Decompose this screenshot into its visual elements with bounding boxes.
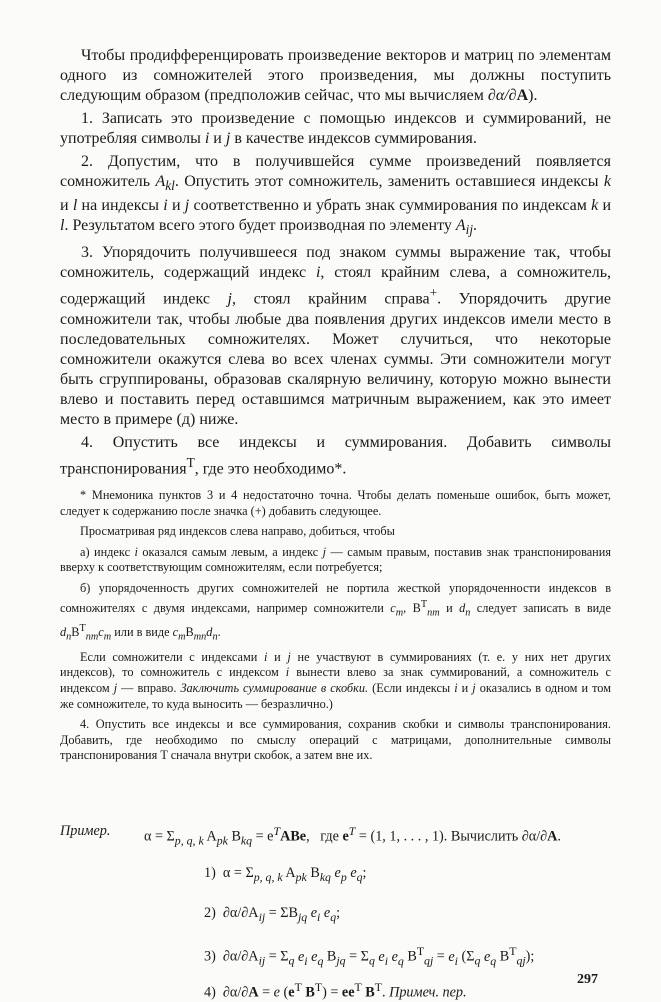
- footnote-p3: а) индекс i оказался самым левым, а индекс j — самым правым, поставив знак транспонирования вверху к соответствующим сомножителям, если потребуется;: [60, 544, 611, 575]
- footnote-p6: 4. Опустить все индексы и все суммирования, сохранив скобки и символы транспонирования. Добавить, где необходимо по смыслу операций с матрицами, дополнительные символы транспонирования T сначала внутри скобок, а затем вне их.: [60, 717, 611, 763]
- footnote-p5: Если сомножители с индексами i и j не участвуют в суммированиях (т. е. у них нет других индексов), то сомножитель с индексом i вынести влево за знак суммирований, а сомножитель с индексом j — вправо. Заключить суммирование в скобки. (Если индексы i и j оказались в одном и том же сомножителе, то куда выносить — безразлично.): [60, 649, 612, 711]
- footnote-p4: б) упорядоченность других сомножителей не портила жесткой упорядоченности индексов в сомножителях с двумя индексами, например сомножители $c_m$, $B^T_{nm}$ и $d_n$ следует записать в виде $d_nB^T_{nm}c_m$ или в виде $c_mB_{mn}d_n$.: [60, 580, 611, 643]
- main-text: [60, 46, 611, 479]
- example-step-3: 3) $\partial\alpha/\partial A_{ij} = \Sigma_q$ $e_i$ $e_q$ $B_{jq} = \Sigma_q$ $e_i$ $e_q$ $B^T_{qj} = e_i$ ($\Sigma_q$ $e_q$ $B^T_{qj}$);: [204, 944, 535, 968]
- paragraph-step-2: 2. Допустим, что в получившейся сумме произведений появляется сомножитель $A_{kl}$. Опустить этот сомножитель, заменить оставшиеся индексы k и l на индексы i и j соответственно и убрать знак суммирования по индексам k и l. Результатом всего этого будет производная по элементу $A_{ij}$.: [60, 153, 612, 238]
- example-main-formula: $\alpha = \Sigma_{p, q, k}$ $A_{pk}$ $B_{kq} = e^TABe$, где $e^T = (1$, 1, . . . , 1). Вычислить ∂α/∂A.: [144, 824, 561, 848]
- example-step-2: 2) $\partial\alpha/\partial A_{ij} = \Sigma B_{jq}$ $e_i$ $e_q$;: [204, 905, 341, 924]
- footnote: [60, 488, 611, 764]
- page-number: 297: [577, 972, 598, 987]
- paragraph-intro: Чтобы продифференцировать произведение векторов и матриц по элементам одного из сомножителей этого произведения, мы должны поступить следующим образом (предположив сейчас, что мы вычисляем ∂α/∂A).: [60, 47, 611, 104]
- paragraph-step-3: 3. Упорядочить получившееся под знаком суммы выражение так, чтобы сомножитель, содержащий индекс i, стоял крайним слева, а сомножитель, содержащий индекс j, стоял крайним справа+. Упорядочить другие сомножители так, чтобы любые два появления других индексов имели место в последовательных сомножителях. Может случиться, что некоторые сомножители окажутся слева во всех членах суммы. Эти сомножители могут быть сгруппированы, образовав скалярную величину, которую можно вынести влево и поставить перед оставшимся матричным выражением, как это имеет место в примере (д) ниже.: [60, 244, 612, 428]
- example-step-1: 1) $\alpha = \Sigma_{p, q, k}$ $A_{pk}$ $B_{kq}$ $e_p$ $e_q$;: [204, 865, 367, 884]
- footnote-p1: * Мнемоника пунктов 3 и 4 недостаточно точна. Чтобы делать поменьше ошибок, быть может, следует к содержанию после значка (+) добавить следующее.: [60, 488, 611, 518]
- paragraph-step-4: 4. Опустить все индексы и суммирования. Добавить символы транспонирования$^T$, где это необходимо*.: [60, 433, 611, 478]
- example-step-4: 4) ∂α/∂A = e ($e^T$ $B^T) = ee^T$ $B^T$. Примеч. пер.: [204, 980, 467, 1001]
- translator-note: Примеч. пер.: [389, 984, 467, 1001]
- example-label: Пример.: [60, 823, 111, 839]
- footnote-p2: Просматривая ряд индексов слева направо, добиться, чтобы: [80, 524, 395, 539]
- paragraph-step-1: 1. Записать это произведение с помощью индексов и суммирований, не употребляя символы i и j в качестве индексов суммирования.: [60, 110, 611, 147]
